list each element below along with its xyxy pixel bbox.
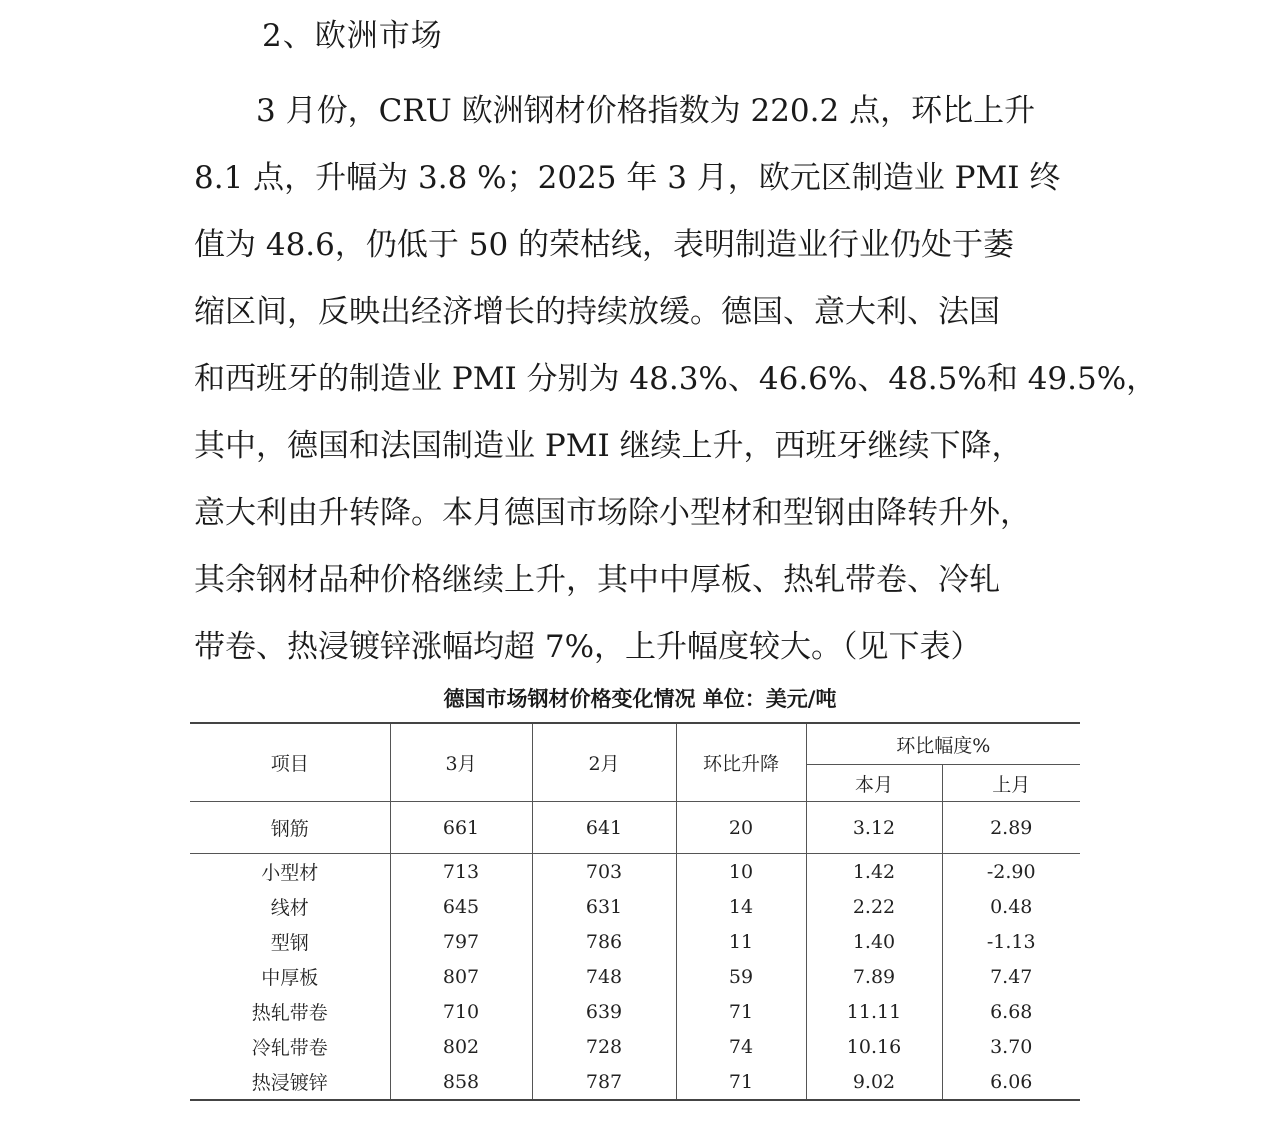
cell-march: 661	[390, 802, 532, 854]
table-row	[190, 924, 1080, 959]
header-this-month: 本月	[806, 765, 942, 802]
cell-change: 74	[676, 1029, 806, 1064]
cell-change: 11	[676, 924, 806, 959]
paragraph-line: 3 月份，CRU 欧洲钢材价格指数为 220.2 点，环比上升	[194, 93, 1036, 129]
cell-february: 748	[532, 959, 676, 994]
cell-item: 线材	[190, 889, 390, 924]
cell-change: 59	[676, 959, 806, 994]
paragraph-line: 意大利由升转降。本月德国市场除小型材和型钢由降转升外，	[194, 495, 1031, 531]
cell-last-month: -2.90	[942, 854, 1080, 890]
header-mom-change: 环比升降	[676, 723, 806, 802]
cell-this-month: 11.11	[806, 994, 942, 1029]
cell-march: 858	[390, 1064, 532, 1100]
header-february: 2月	[532, 723, 676, 802]
cell-february: 639	[532, 994, 676, 1029]
cell-this-month: 1.42	[806, 854, 942, 890]
cell-last-month: 3.70	[942, 1029, 1080, 1064]
paragraph-line: 和西班牙的制造业 PMI 分别为 48.3%、46.6%、48.5%和 49.5%，	[194, 361, 1158, 397]
paragraph-line: 其余钢材品种价格继续上升，其中中厚板、热轧带卷、冷轧	[194, 562, 1000, 598]
cell-february: 631	[532, 889, 676, 924]
cell-last-month: -1.13	[942, 924, 1080, 959]
cell-item: 型钢	[190, 924, 390, 959]
cell-this-month: 2.22	[806, 889, 942, 924]
body-paragraph	[194, 78, 1158, 681]
table-row	[190, 1029, 1080, 1064]
cell-item: 热轧带卷	[190, 994, 390, 1029]
cell-change: 71	[676, 1064, 806, 1100]
cell-change: 10	[676, 854, 806, 890]
table-row	[190, 889, 1080, 924]
table-title: 德国市场钢材价格变化情况 单位：美元/吨	[443, 687, 837, 711]
paragraph-line: 其中，德国和法国制造业 PMI 继续上升，西班牙继续下降，	[194, 428, 1023, 464]
paragraph-line: 值为 48.6，仍低于 50 的荣枯线，表明制造业行业仍处于萎	[194, 227, 1015, 263]
paragraph-line: 带卷、热浸镀锌涨幅均超 7%，上升幅度较大。（见下表）	[194, 629, 982, 665]
table-row	[190, 1064, 1080, 1100]
header-last-month: 上月	[942, 765, 1080, 802]
table-row	[190, 802, 1080, 854]
header-item: 项目	[190, 723, 390, 802]
cell-last-month: 6.68	[942, 994, 1080, 1029]
cell-change: 20	[676, 802, 806, 854]
cell-item: 冷轧带卷	[190, 1029, 390, 1064]
cell-march: 645	[390, 889, 532, 924]
cell-item: 小型材	[190, 854, 390, 890]
cell-item: 热浸镀锌	[190, 1064, 390, 1100]
cell-march: 807	[390, 959, 532, 994]
cell-this-month: 9.02	[806, 1064, 942, 1100]
cell-this-month: 3.12	[806, 802, 942, 854]
cell-last-month: 7.47	[942, 959, 1080, 994]
table-body	[190, 802, 1080, 1101]
cell-february: 703	[532, 854, 676, 890]
cell-this-month: 1.40	[806, 924, 942, 959]
price-table	[190, 722, 1080, 1101]
paragraph-line: 缩区间，反映出经济增长的持续放缓。德国、意大利、法国	[194, 294, 1000, 330]
cell-item: 中厚板	[190, 959, 390, 994]
cell-this-month: 10.16	[806, 1029, 942, 1064]
cell-last-month: 6.06	[942, 1064, 1080, 1100]
paragraph-line: 8.1 点，升幅为 3.8 %；2025 年 3 月，欧元区制造业 PMI 终	[194, 160, 1061, 196]
cell-change: 71	[676, 994, 806, 1029]
table-row	[190, 994, 1080, 1029]
cell-march: 710	[390, 994, 532, 1029]
table-row	[190, 959, 1080, 994]
table-row	[190, 854, 1080, 890]
cell-february: 786	[532, 924, 676, 959]
cell-february: 787	[532, 1064, 676, 1100]
cell-february: 641	[532, 802, 676, 854]
cell-last-month: 0.48	[942, 889, 1080, 924]
cell-march: 802	[390, 1029, 532, 1064]
header-march: 3月	[390, 723, 532, 802]
cell-this-month: 7.89	[806, 959, 942, 994]
cell-change: 14	[676, 889, 806, 924]
header-mom-pct: 环比幅度%	[806, 723, 1080, 765]
section-heading: 2、欧洲市场	[262, 18, 443, 54]
cell-february: 728	[532, 1029, 676, 1064]
cell-march: 713	[390, 854, 532, 890]
cell-march: 797	[390, 924, 532, 959]
cell-item: 钢筋	[190, 802, 390, 854]
cell-last-month: 2.89	[942, 802, 1080, 854]
